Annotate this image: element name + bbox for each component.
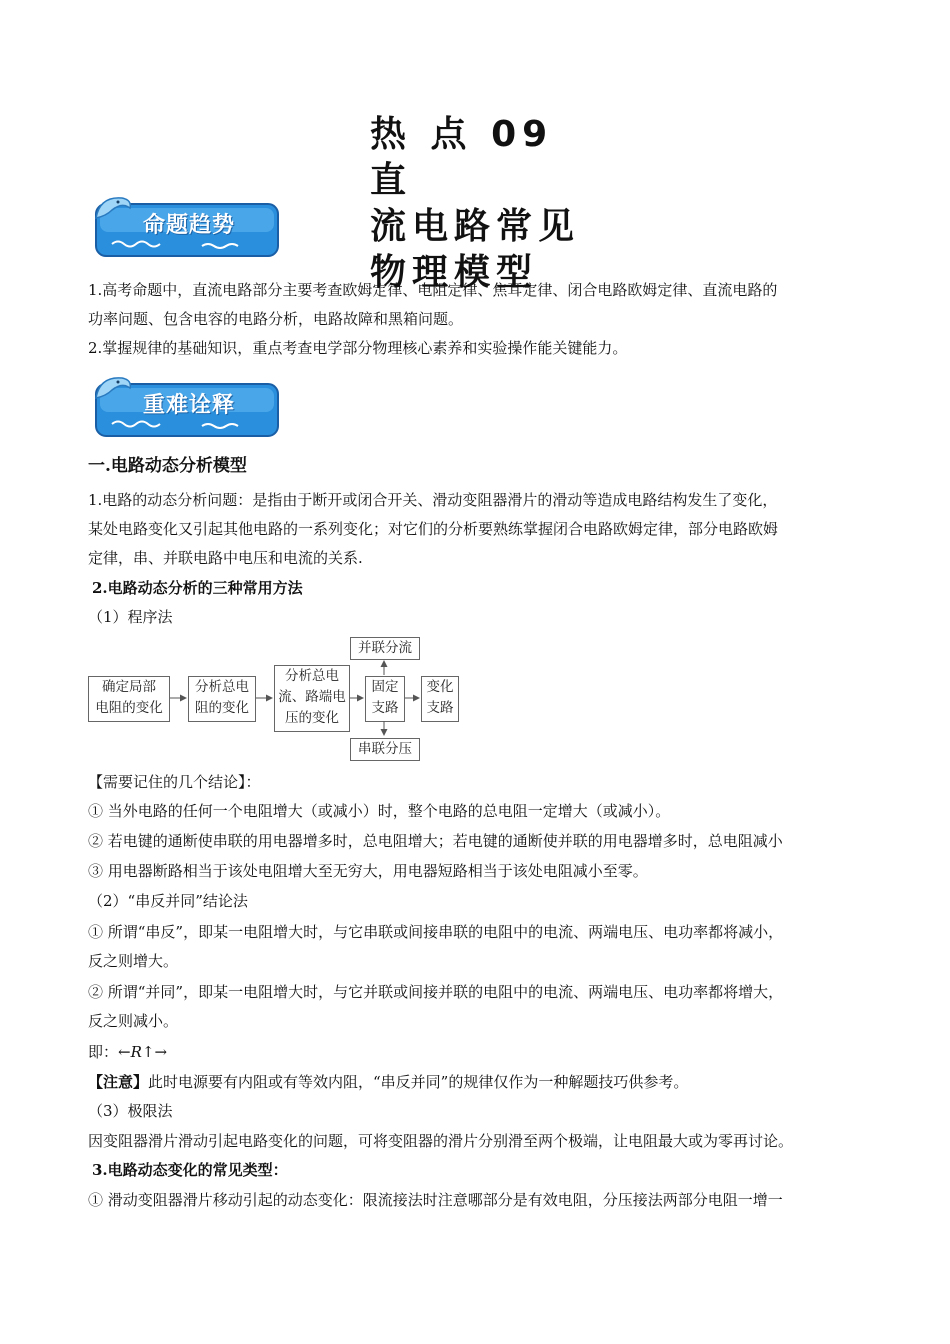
section-badge-difficulty [92,372,282,440]
text-line: 1.高考命题中，直流电路部分主要考查欧姆定律、电阻定律、焦耳定律、闭合电路欧姆定律、直流电路的 [88,281,778,299]
title-line-1: 热 点 09 直 [370,114,554,201]
remember-heading: 【需要记住的几个结论】： [88,773,261,791]
section-heading: 一.电路动态分析模型 [88,456,247,476]
flowchart [88,634,468,764]
flow-text: 压的变化 [285,710,339,726]
flow-text: 固定 [371,679,399,695]
flow-box-parallel-current: 并联分流 [350,637,420,660]
type-1: ① 滑动变阻器滑片移动引起的动态变化：限流接法时注意哪部分是有效电阻，分压接法两部分电阻一增一 [88,1191,783,1209]
flow-text: 流、路端电 [278,689,346,705]
formula-line [88,1038,868,1067]
section1-paragraph-1 [88,486,868,573]
flow-text: 分析总电 [195,679,249,695]
page-title [370,112,590,296]
method-2-title: （2）“串反并同”结论法 [88,892,248,910]
subheading-methods: 2.电路动态分析的三种常用方法 [92,579,303,597]
flow-text: 支路 [371,700,399,716]
title-line-2: 流电路常见 [370,206,581,247]
text-line: 功率问题、包含电容的电路分析，电路故障和黑箱问题。 [88,310,464,328]
formula-prefix: 即： [88,1043,119,1061]
formula: ←R↑→ [118,1043,168,1061]
method-3-text: 因变阻器滑片滑动引起电路变化的问题，可将变阻器的滑片分别滑至两个极端，让电阻最大或为零再讨论。 [88,1132,794,1150]
flow-text: 变化 [426,679,454,695]
conclusion-1: ① 当外电路的任何一个电阻增大（或减小）时，整个电路的总电阻一定增大（或减小）。 [88,802,671,820]
text-line: ② 所谓“并同”，即某一电阻增大时，与它并联或间接并联的电阻中的电流、两端电压、电功率都将增大， [88,983,784,1001]
text-line: 反之则增大。 [88,952,179,970]
note-line [88,1068,868,1097]
badge-label: 命题趋势 [142,213,235,238]
text-line: 1.电路的动态分析问题：是指由于断开或闭合开关、滑动变阻器滑片的滑动等造成电路结构发生了变化， [88,491,778,509]
text-line: ① 所谓“串反”，即某一电阻增大时，与它串联或间接串联的电阻中的电流、两端电压、电功率都将减小， [88,923,784,941]
text-line: 定律，串、并联电路中电压和电流的关系. [88,549,363,567]
flow-box-series-voltage: 串联分压 [350,738,420,761]
note-text: 此时电源要有内阻或有等效内阻，“串反并同”的规律仅作为一种解题技巧供参考。 [148,1073,689,1091]
badge-label: 重难诠释 [142,393,235,418]
flow-text: 确定局部 [102,679,156,695]
method-3-title: （3）极限法 [88,1102,173,1120]
flow-arrows [88,634,468,764]
parallel-same-rule [88,978,888,1036]
section-badge-trend [92,192,282,260]
trend-paragraph-1 [88,276,868,334]
series-inverse-rule [88,918,888,976]
conclusion-3: ③ 用电器断路相当于该处电阻增大至无穷大，用电器短路相当于该处电阻减小至零。 [88,862,648,880]
flow-text: 阻的变化 [195,700,249,716]
conclusion-2: ② 若电键的通断使串联的用电器增多时，总电阻增大；若电键的通断使并联的用电器增多时，总电阻减小 [88,832,783,850]
text-line: 某处电路变化又引起其他电路的一系列变化；对它们的分析要熟练掌握闭合电路欧姆定律，部分电路欧姆 [88,520,779,538]
subheading-types: 3.电路动态变化的常见类型： [92,1161,288,1179]
text-line: 反之则减小。 [88,1012,179,1030]
title-line-3: 物理模型 [370,252,539,293]
note-tag: 【注意】 [88,1073,149,1091]
flow-text: 支路 [426,700,454,716]
method-1-title: （1）程序法 [88,608,173,626]
trend-paragraph-2: 2.掌握规律的基础知识，重点考查电学部分物理核心素养和实验操作能关键能力。 [88,339,628,357]
flow-text: 分析总电 [285,668,339,684]
flow-text: 电阻的变化 [95,700,163,716]
